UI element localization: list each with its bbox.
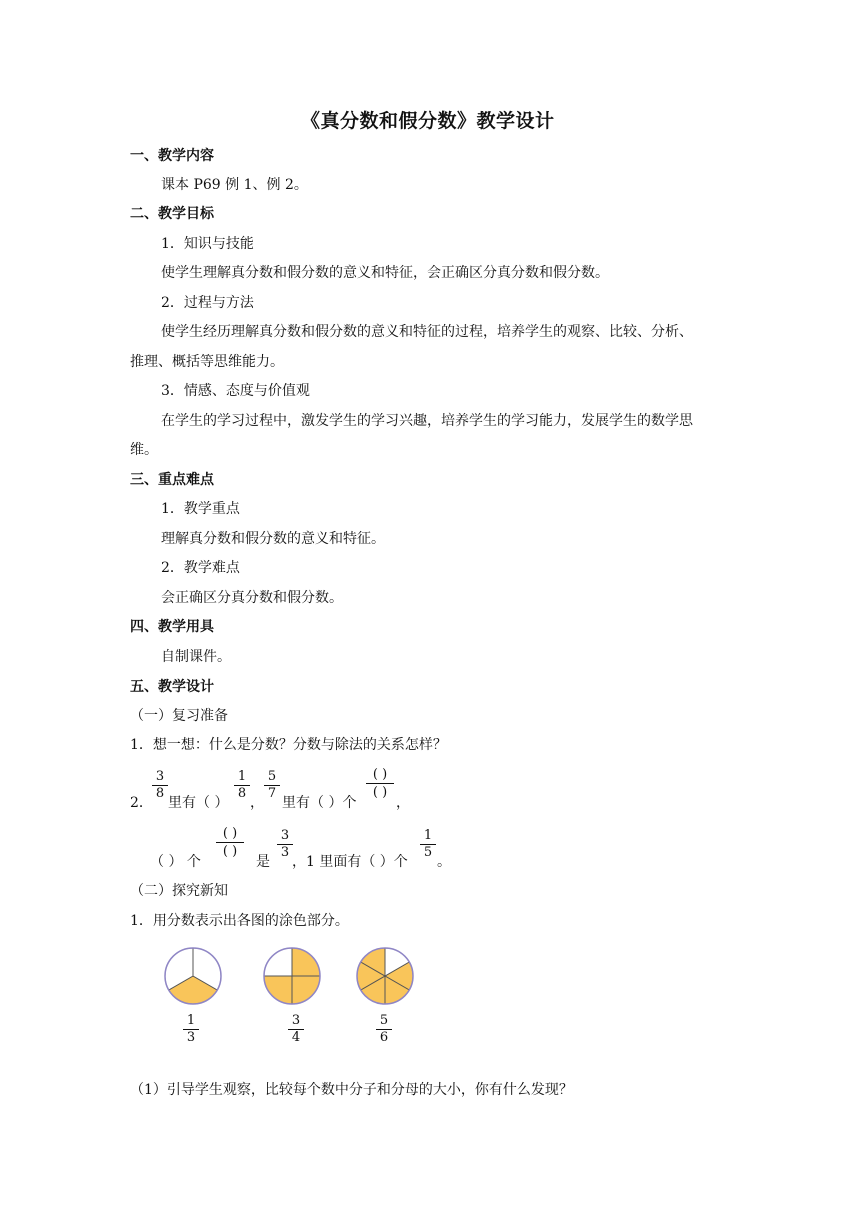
question-3-text-4: 。	[437, 854, 451, 870]
section-3-p1: 理解真分数和假分数的意义和特征。	[161, 531, 385, 547]
section-2-p3a: 在学生的学习过程中，激发学生的学习兴趣，培养学生的学习能力，发展学生的数学思	[161, 413, 693, 429]
pie-five-sixths	[355, 946, 415, 1006]
blank-fraction	[216, 826, 244, 859]
section-3-sub1: 1．教学重点	[161, 501, 240, 517]
question-2-text-3: 里有（ ）个	[282, 795, 357, 811]
question-4: 1．用分数表示出各图的涂色部分。	[130, 913, 349, 929]
fraction-numerator: 3	[291, 1013, 301, 1028]
fraction-denominator: 6	[379, 1030, 389, 1045]
pie-one-third	[163, 946, 223, 1006]
pie-label-1-3	[183, 1014, 199, 1045]
pie-three-quarters	[262, 946, 322, 1006]
fraction-5-7	[264, 770, 280, 801]
fraction-1-5	[420, 829, 436, 860]
question-3-text-1: （ ） 个	[150, 854, 201, 870]
section-2-sub3: 3．情感、态度与价值观	[161, 383, 310, 399]
page-title: 《真分数和假分数》教学设计	[301, 110, 555, 132]
blank-numerator: ( )	[222, 826, 238, 841]
blank-denominator: ( )	[222, 844, 238, 859]
section-1-content: 课本 P69 例 1、例 2。	[161, 177, 308, 193]
fraction-denominator: 4	[291, 1030, 301, 1045]
fraction-denominator: 3	[280, 845, 290, 860]
fraction-numerator: 5	[267, 769, 277, 784]
fraction-denominator: 8	[155, 786, 165, 801]
fraction-3-3	[277, 829, 293, 860]
section-5-heading: 五、教学设计	[130, 679, 214, 695]
question-2-text-2: ，	[250, 795, 264, 811]
section-2-heading: 二、教学目标	[130, 206, 214, 222]
section-2-sub1: 1．知识与技能	[161, 236, 254, 252]
pie-label-5-6	[376, 1014, 392, 1045]
part-2-heading: （二）探究新知	[130, 883, 228, 899]
section-2-sub2: 2．过程与方法	[161, 295, 254, 311]
section-4-heading: 四、教学用具	[130, 619, 214, 635]
section-1-heading: 一、教学内容	[130, 148, 214, 164]
part-1-heading: （一）复习准备	[130, 708, 228, 724]
fraction-1-8	[234, 770, 250, 801]
fraction-numerator: 3	[155, 769, 165, 784]
question-2-text-1: 里有（ ）	[168, 795, 229, 811]
fraction-denominator: 7	[267, 786, 277, 801]
section-2-p2a: 使学生经历理解真分数和假分数的意义和特征的过程，培养学生的观察、比较、分析、	[161, 324, 693, 340]
question-5: （1）引导学生观察，比较每个数中分子和分母的大小，你有什么发现？	[130, 1082, 573, 1098]
question-2-number: 2．	[130, 795, 153, 811]
fraction-numerator: 1	[423, 828, 433, 843]
blank-numerator: ( )	[372, 767, 388, 782]
section-3-heading: 三、重点难点	[130, 472, 214, 488]
fraction-numerator: 3	[280, 828, 290, 843]
fraction-denominator: 3	[186, 1030, 196, 1045]
blank-fraction	[366, 767, 394, 800]
section-3-p2: 会正确区分真分数和假分数。	[161, 590, 343, 606]
section-2-p2b: 推理、概括等思维能力。	[130, 354, 284, 370]
fraction-numerator: 5	[379, 1013, 389, 1028]
fraction-denominator: 8	[237, 786, 247, 801]
section-3-sub2: 2．教学难点	[161, 560, 240, 576]
fraction-3-8	[152, 770, 168, 801]
question-3-text-2: 是	[256, 854, 270, 870]
section-2-p3b: 维。	[130, 442, 158, 458]
question-1: 1．想一想：什么是分数？分数与除法的关系怎样？	[130, 737, 447, 753]
section-4-content: 自制课件。	[161, 649, 231, 665]
question-3-text-3: ，1 里面有（ ）个	[292, 854, 408, 870]
question-2-text-4: ，	[396, 795, 410, 811]
fraction-denominator: 5	[423, 845, 433, 860]
section-2-p1: 使学生理解真分数和假分数的意义和特征，会正确区分真分数和假分数。	[161, 265, 609, 281]
blank-denominator: ( )	[372, 785, 388, 800]
pie-label-3-4	[288, 1014, 304, 1045]
fraction-numerator: 1	[237, 769, 247, 784]
fraction-numerator: 1	[186, 1013, 196, 1028]
